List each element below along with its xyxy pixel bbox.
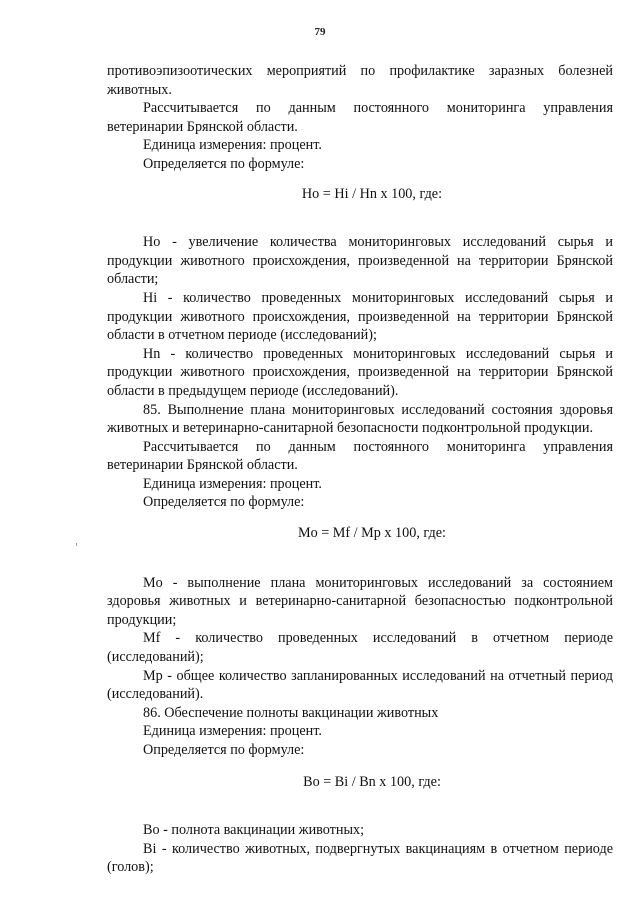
definition-mf: Mf - количество проведенных исследований в отчетном периоде (исследований); (107, 630, 613, 666)
paragraph-unit-85: Единица измерения: процент. (143, 475, 322, 492)
page-number: 79 (314, 26, 326, 38)
definition-mp: Mp - общее количество запланированных исследований на отчетный период (исследований). (107, 667, 613, 703)
definition-bi: Bi - количество животных, подвергнутых вакцинациям в отчетном периоде (голов); (107, 840, 613, 876)
definition-hi: Hi - количество проведенных мониторинговых исследований сырья и продукции животного происхождения, произведенной на территории Брянской области в отчетном периоде (исследований); (107, 289, 613, 344)
definition-bo: Bo - полнота вакцинации животных; (143, 822, 365, 839)
scan-speck (76, 543, 77, 546)
formula-mo: Mo = Mf / Mp x 100, где: (297, 525, 447, 542)
section-86-heading: 86. Обеспечение полноты вакцинации животных (143, 704, 439, 721)
paragraph-formula-intro: Определяется по формуле: (143, 155, 305, 172)
page-content (107, 62, 613, 877)
paragraph-source-85: Рассчитывается по данным постоянного мониторинга управления ветеринарии Брянской области. (107, 438, 613, 474)
paragraph-source: Рассчитывается по данным постоянного мониторинга управления ветеринарии Брянской области. (107, 100, 613, 135)
formula-ho: Ho = Hi / Hn x 100, где: (301, 185, 443, 202)
paragraph-continuation: противоэпизоотических мероприятий по профилактике заразных болезней животных. (107, 63, 613, 98)
section-85-heading: 85. Выполнение плана мониторинговых исследований состояния здоровья животных и ветеринарно-санитарной безопасности подконтрольной продукции. (107, 401, 613, 437)
paragraph-unit-86: Единица измерения: процент. (143, 723, 322, 740)
formula-bo: Bo = Bi / Bn x 100, где: (303, 773, 441, 790)
definition-hn: Hn - количество проведенных мониторинговых исследований сырья и продукции животного происхождения, произведенной на территории Брянской области в предыдущем периоде (исследований). (107, 345, 613, 399)
paragraph-unit: Единица измерения: процент. (143, 137, 322, 154)
paragraph-formula-intro-85: Определяется по формуле: (143, 494, 305, 511)
definition-ho: Ho - увеличение количества мониторинговых исследований сырья и продукции животного происхождения, произведенной на территории Брянской области; (107, 234, 613, 288)
definition-mo: Mo - выполнение плана мониторинговых исследований за состоянием здоровья животных и ветеринарно-санитарной безопасностью подконтрольной продукции; (107, 574, 613, 628)
paragraph-formula-intro-86: Определяется по формуле: (143, 742, 305, 758)
